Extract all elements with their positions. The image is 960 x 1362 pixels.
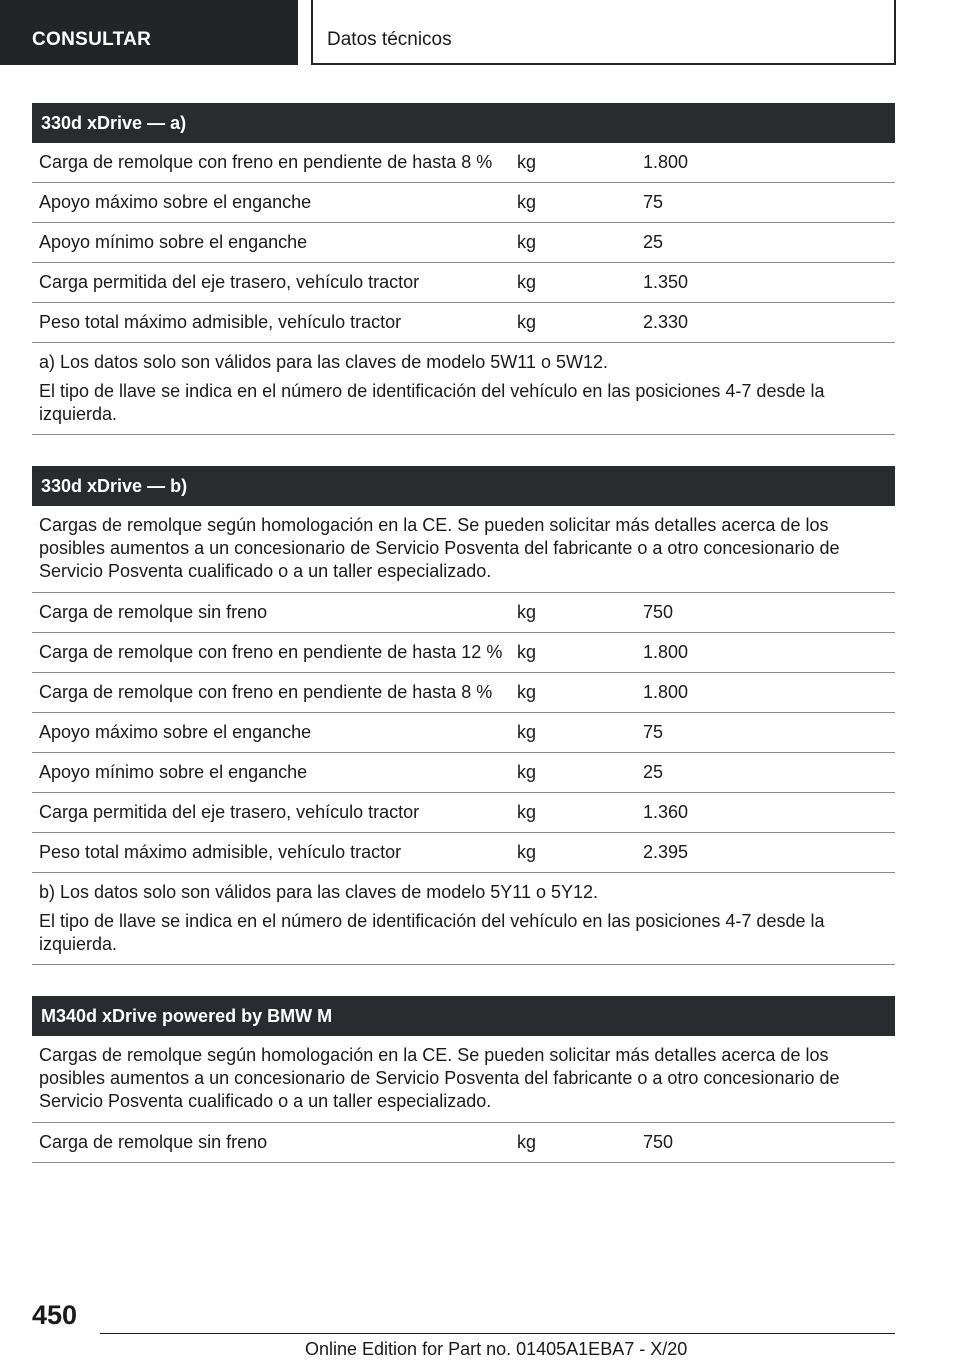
section-intro: Cargas de remolque según homologación en la CE. Se pueden solicitar más detalles acerca de los posibles aumentos a un concesionario de Servicio Posventa del fabricante o a otro concesionario de Servicio Posventa cualificado o a un taller especializado. [32,506,895,593]
table-row [32,303,895,343]
row-value: 1.350 [643,272,689,292]
footnote: a) Los datos solo son válidos para las claves de modelo 5W11 o 5W12. [39,352,608,372]
spec-section-m340d [32,996,895,1163]
row-unit: kg [517,842,537,862]
row-unit: kg [517,152,537,172]
footnotes [32,343,895,435]
row-unit: kg [517,802,537,822]
row-value: 2.330 [643,312,689,332]
row-unit: kg [517,1132,537,1152]
table-row [32,673,895,713]
row-value: 1.800 [643,682,689,702]
footnote: El tipo de llave se indica en el número de identificación del vehículo en las posiciones 4-7 desde la izquierda. [39,911,825,954]
row-label: Carga permitida del eje trasero, vehículo tractor [39,272,420,292]
row-label: Apoyo mínimo sobre el enganche [39,232,308,252]
table-row [32,753,895,793]
row-label: Carga de remolque con freno en pendiente de hasta 8 % [39,152,493,172]
section-intro: Cargas de remolque según homologación en la CE. Se pueden solicitar más detalles acerca de los posibles aumentos a un concesionario de Servicio Posventa del fabricante o a otro concesionario de Servicio Posventa cualificado o a un taller especializado. [32,1036,895,1123]
row-label: Apoyo mínimo sobre el enganche [39,762,308,782]
row-value: 750 [643,602,674,622]
row-value: 75 [643,192,664,212]
footnote: El tipo de llave se indica en el número de identificación del vehículo en las posiciones 4-7 desde la izquierda. [39,381,825,424]
table-row [32,793,895,833]
row-unit: kg [517,682,537,702]
spec-section-330d-b [32,466,895,965]
table-row [32,633,895,673]
content [32,103,895,1194]
section-tab: CONSULTAR [0,0,298,65]
row-unit: kg [517,642,537,662]
row-value: 75 [643,722,664,742]
row-label: Carga de remolque con freno en pendiente de hasta 8 % [39,682,493,702]
table-row [32,833,895,873]
table-row [32,183,895,223]
row-label: Apoyo máximo sobre el enganche [39,722,312,742]
row-unit: kg [517,312,537,332]
edition-note: Online Edition for Part no. 01405A1EBA7 - X/20 [305,1339,688,1359]
table-row [32,593,895,633]
page-number: 450 [32,1300,78,1330]
row-value: 25 [643,232,664,252]
section-title: 330d xDrive — b) [32,466,895,506]
row-label: Peso total máximo admisible, vehículo tractor [39,842,402,862]
chapter-title: Datos técnicos [311,0,896,65]
footnotes [32,873,895,965]
row-value: 750 [643,1132,674,1152]
row-value: 1.800 [643,152,689,172]
row-unit: kg [517,192,537,212]
spec-section-330d-a [32,103,895,435]
row-label: Carga de remolque con freno en pendiente de hasta 12 % [39,642,503,662]
table-row [32,713,895,753]
row-unit: kg [517,232,537,252]
footer-divider [100,1333,895,1334]
footnote: b) Los datos solo son válidos para las claves de modelo 5Y11 o 5Y12. [39,882,599,902]
row-label: Peso total máximo admisible, vehículo tractor [39,312,402,332]
table-row [32,263,895,303]
row-value: 25 [643,762,664,782]
row-value: 1.800 [643,642,689,662]
section-title: 330d xDrive — a) [32,103,895,143]
row-unit: kg [517,722,537,742]
page-header [0,0,960,65]
row-value: 1.360 [643,802,689,822]
table-row [32,143,895,183]
table-row [32,1123,895,1163]
row-label: Carga de remolque sin freno [39,1132,268,1152]
row-unit: kg [517,762,537,782]
row-label: Apoyo máximo sobre el enganche [39,192,312,212]
row-label: Carga permitida del eje trasero, vehículo tractor [39,802,420,822]
section-title: M340d xDrive powered by BMW M [32,996,895,1036]
row-unit: kg [517,272,537,292]
table-row [32,223,895,263]
row-label: Carga de remolque sin freno [39,602,268,622]
row-value: 2.395 [643,842,689,862]
row-unit: kg [517,602,537,622]
